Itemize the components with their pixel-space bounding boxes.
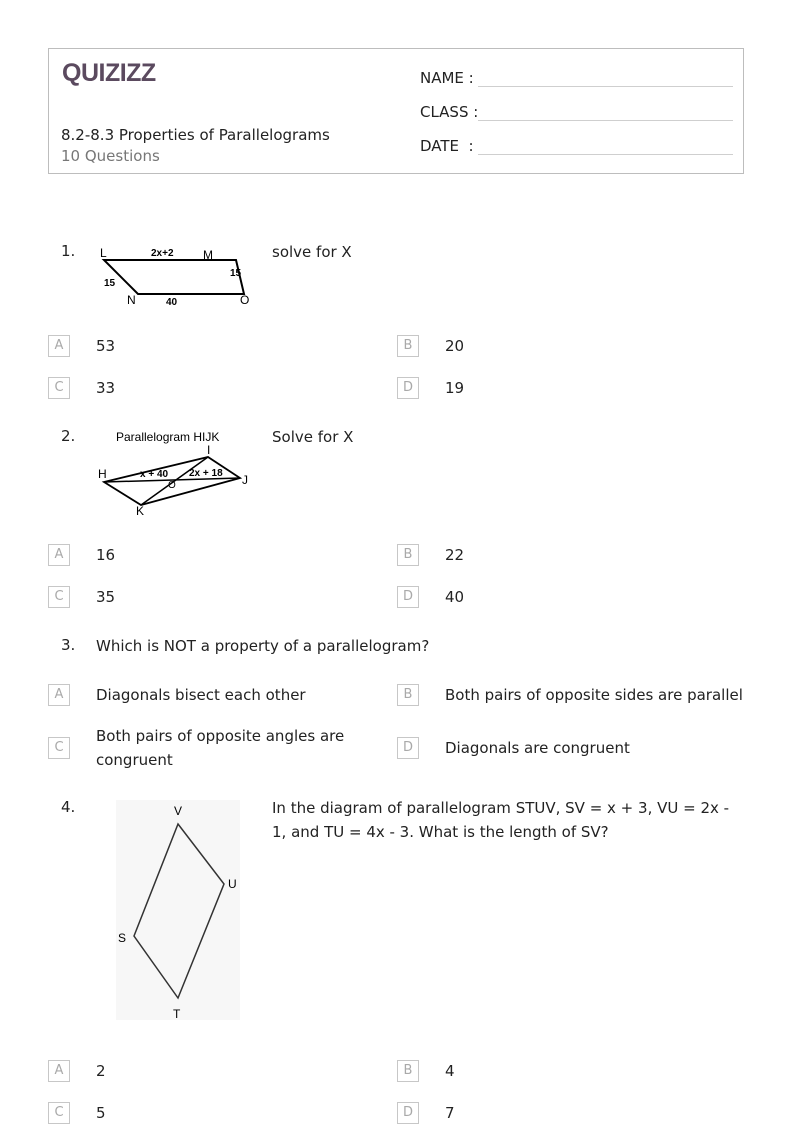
q4-option-b-badge[interactable]: B — [397, 1060, 419, 1082]
question-4-number: 4. — [61, 798, 76, 816]
q2-option-d-badge[interactable]: D — [397, 586, 419, 608]
worksheet-header — [48, 48, 744, 174]
label-H: H — [98, 467, 107, 481]
q4-option-d-badge[interactable]: D — [397, 1102, 419, 1124]
q1-option-b-badge[interactable]: B — [397, 335, 419, 357]
q2-option-a-text[interactable]: 16 — [96, 546, 116, 564]
q3-option-a-text[interactable]: Diagonals bisect each other — [96, 686, 306, 704]
figure-background — [116, 800, 240, 1020]
label-K: K — [136, 504, 145, 518]
question-4-text: In the diagram of parallelogram STUV, SV = x + 3, VU = 2x - 1, and TU = 4x - 3. What is the length of SV? — [272, 799, 730, 841]
q3-option-c-text[interactable]: Both pairs of opposite angles are congruent — [96, 727, 345, 769]
label-right-side: 15 — [230, 268, 242, 279]
q1-option-a-text[interactable]: 53 — [96, 337, 116, 355]
question-4-figure — [112, 798, 244, 1024]
question-1-number: 1. — [61, 242, 76, 260]
label-M: M — [203, 248, 213, 262]
class-field[interactable] — [420, 103, 478, 121]
question-2-number: 2. — [61, 427, 76, 445]
q4-option-a-text[interactable]: 2 — [96, 1062, 106, 1080]
label-bottom-side: 40 — [166, 297, 178, 308]
label-O: O — [240, 293, 250, 307]
question-1-text: solve for X — [272, 243, 352, 261]
q2-option-a-badge[interactable]: A — [48, 544, 70, 566]
question-2-text: Solve for X — [272, 428, 354, 446]
label-J: J — [242, 473, 248, 487]
date-label: DATE : — [420, 137, 474, 155]
quizizz-logo: QUIZIZZ — [62, 59, 156, 87]
question-3-number: 3. — [61, 636, 76, 654]
q2-option-b-badge[interactable]: B — [397, 544, 419, 566]
q3-option-c-badge[interactable]: C — [48, 737, 70, 759]
q4-option-d-text[interactable]: 7 — [445, 1104, 455, 1122]
name-field[interactable] — [420, 69, 474, 87]
q2-option-d-text[interactable]: 40 — [445, 588, 465, 606]
name-line[interactable] — [478, 86, 733, 87]
date-line[interactable] — [478, 154, 733, 155]
q1-option-c-text[interactable]: 33 — [96, 379, 116, 397]
q4-option-b-text[interactable]: 4 — [445, 1062, 455, 1080]
question-count: 10 Questions — [61, 147, 160, 165]
figure-caption: Parallelogram HIJK — [116, 430, 220, 444]
label-L: L — [100, 246, 107, 260]
q2-option-c-badge[interactable]: C — [48, 586, 70, 608]
q1-option-d-text[interactable]: 19 — [445, 379, 465, 397]
label-S: S — [118, 931, 127, 945]
question-3-text: Which is NOT a property of a parallelogram? — [96, 637, 430, 655]
q3-option-d-badge[interactable]: D — [397, 737, 419, 759]
label-top-side: 2x+2 — [151, 248, 174, 259]
class-label: CLASS : — [420, 103, 479, 121]
label-V: V — [174, 804, 183, 818]
label-N: N — [127, 293, 136, 307]
question-1-figure — [96, 240, 256, 310]
label-I: I — [207, 443, 211, 457]
q2-option-c-text[interactable]: 35 — [96, 588, 116, 606]
q2-option-b-text[interactable]: 22 — [445, 546, 465, 564]
q3-option-b-badge[interactable]: B — [397, 684, 419, 706]
worksheet-title: 8.2-8.3 Properties of Parallelograms — [61, 126, 330, 144]
parallelogram-lmno — [104, 260, 244, 294]
question-2-figure — [96, 428, 261, 520]
label-oj-expression: 2x + 18 — [189, 468, 223, 479]
q4-option-c-text[interactable]: 5 — [96, 1104, 106, 1122]
name-label: NAME : — [420, 69, 474, 87]
label-O: O — [168, 480, 176, 491]
label-ho-expression: x + 40 — [140, 469, 169, 480]
q3-option-d-text[interactable]: Diagonals are congruent — [445, 739, 630, 757]
class-line[interactable] — [478, 120, 733, 121]
label-T: T — [173, 1007, 181, 1021]
q1-option-b-text[interactable]: 20 — [445, 337, 465, 355]
q1-option-a-badge[interactable]: A — [48, 335, 70, 357]
date-field[interactable] — [420, 137, 474, 155]
q3-option-a-badge[interactable]: A — [48, 684, 70, 706]
label-left-side: 15 — [104, 278, 116, 289]
label-U: U — [228, 877, 237, 891]
q1-option-c-badge[interactable]: C — [48, 377, 70, 399]
q3-option-b-text[interactable]: Both pairs of opposite sides are parallel — [445, 686, 743, 704]
q4-option-c-badge[interactable]: C — [48, 1102, 70, 1124]
q1-option-d-badge[interactable]: D — [397, 377, 419, 399]
q4-option-a-badge[interactable]: A — [48, 1060, 70, 1082]
